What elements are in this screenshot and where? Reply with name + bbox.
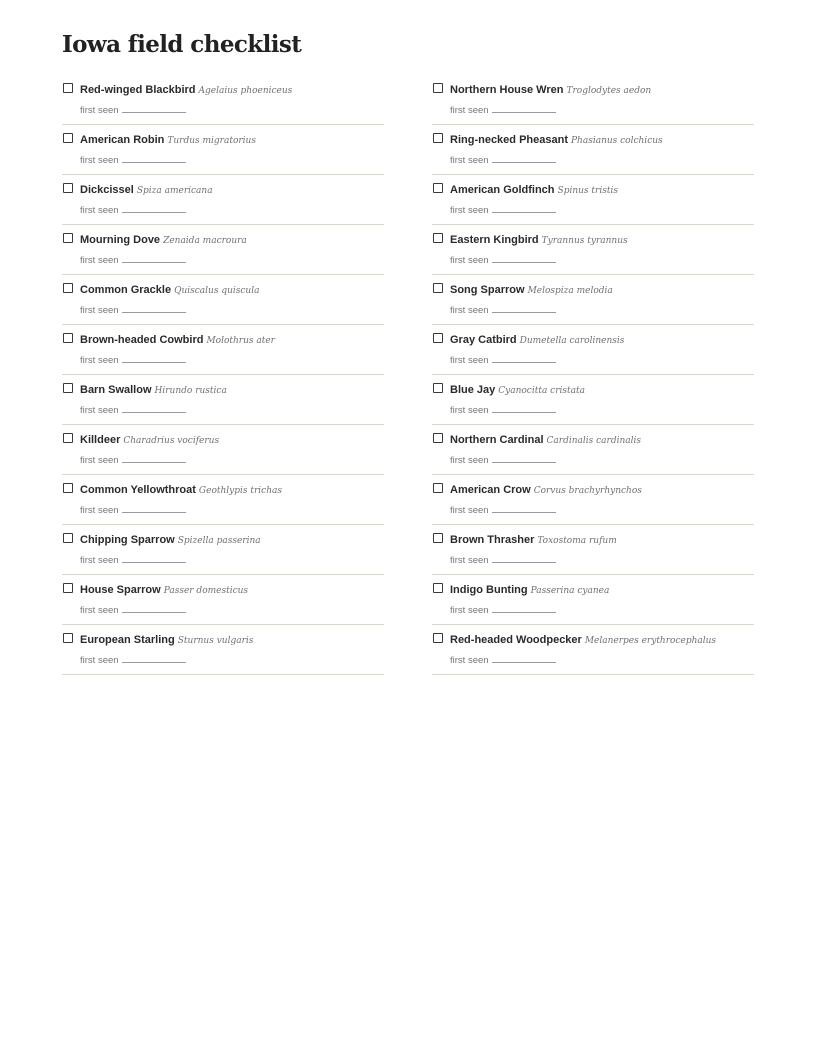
- first-seen-label: first seen: [80, 655, 119, 666]
- common-name: Chipping Sparrow: [80, 534, 175, 546]
- species-name: [80, 332, 275, 348]
- first-seen-row: [450, 654, 556, 667]
- species-name: [450, 282, 613, 298]
- first-seen-row: [450, 354, 556, 367]
- checklist-item: [62, 525, 384, 575]
- species-name: [80, 82, 292, 98]
- first-seen-row: [80, 404, 186, 417]
- scientific-name: Geothlypis trichas: [198, 486, 282, 496]
- common-name: Red-winged Blackbird: [80, 84, 196, 96]
- common-name: Dickcissel: [80, 184, 134, 196]
- checklist-item: [62, 625, 384, 675]
- species-name: [80, 132, 256, 148]
- checkbox[interactable]: [63, 533, 73, 543]
- species-name: [80, 432, 219, 448]
- common-name: Northern House Wren: [450, 84, 564, 96]
- first-seen-label: first seen: [80, 555, 119, 566]
- checklist-item: [62, 175, 384, 225]
- first-seen-blank[interactable]: [492, 454, 556, 463]
- common-name: Barn Swallow: [80, 384, 152, 396]
- first-seen-label: first seen: [80, 455, 119, 466]
- scientific-name: Spiza americana: [136, 186, 213, 196]
- first-seen-row: [80, 254, 186, 267]
- species-name: [450, 432, 641, 448]
- checklist-item: [432, 75, 754, 125]
- species-name: [450, 332, 624, 348]
- first-seen-blank[interactable]: [122, 654, 186, 663]
- checklist-item: [62, 475, 384, 525]
- species-name: [80, 532, 261, 548]
- species-name: [450, 632, 716, 648]
- species-name: [80, 632, 253, 648]
- checkbox[interactable]: [433, 333, 443, 343]
- common-name: Song Sparrow: [450, 284, 525, 296]
- first-seen-blank[interactable]: [492, 254, 556, 263]
- common-name: American Robin: [80, 134, 165, 146]
- scientific-name: Sturnus vulgaris: [177, 636, 254, 646]
- common-name: Northern Cardinal: [450, 434, 544, 446]
- first-seen-label: first seen: [80, 355, 119, 366]
- first-seen-row: [450, 504, 556, 517]
- first-seen-label: first seen: [80, 105, 119, 116]
- common-name: American Goldfinch: [450, 184, 555, 196]
- species-name: [450, 382, 585, 398]
- common-name: Mourning Dove: [80, 234, 161, 246]
- first-seen-blank[interactable]: [122, 404, 186, 413]
- species-name: [450, 182, 618, 198]
- checkbox[interactable]: [63, 633, 73, 643]
- first-seen-row: [80, 304, 186, 317]
- scientific-name: Agelaius phoeniceus: [198, 86, 293, 96]
- checkbox[interactable]: [63, 133, 73, 143]
- common-name: Gray Catbird: [450, 334, 517, 346]
- first-seen-blank[interactable]: [492, 154, 556, 163]
- common-name: Brown Thrasher: [450, 534, 535, 546]
- checkbox[interactable]: [433, 383, 443, 393]
- first-seen-row: [450, 554, 556, 567]
- first-seen-label: first seen: [80, 505, 119, 516]
- common-name: House Sparrow: [80, 584, 161, 596]
- first-seen-row: [80, 104, 186, 117]
- checkbox[interactable]: [433, 83, 443, 93]
- checklist-item: [62, 75, 384, 125]
- checklist-item: [62, 225, 384, 275]
- first-seen-row: [450, 304, 556, 317]
- checkbox[interactable]: [63, 583, 73, 593]
- first-seen-row: [450, 104, 556, 117]
- first-seen-row: [80, 154, 186, 167]
- checklist-item: [432, 125, 754, 175]
- first-seen-blank[interactable]: [492, 104, 556, 113]
- checkbox[interactable]: [433, 483, 443, 493]
- checklist-column-left: [62, 75, 384, 675]
- first-seen-label: first seen: [450, 655, 489, 666]
- first-seen-blank[interactable]: [122, 104, 186, 113]
- scientific-name: Tyrannus tyrannus: [541, 236, 628, 246]
- first-seen-row: [80, 354, 186, 367]
- species-name: [450, 532, 617, 548]
- scientific-name: Molothrus ater: [206, 336, 275, 346]
- checkbox[interactable]: [433, 533, 443, 543]
- page-title: Iowa field checklist: [62, 31, 302, 58]
- common-name: Killdeer: [80, 434, 121, 446]
- scientific-name: Troglodytes aedon: [566, 86, 652, 96]
- first-seen-label: first seen: [450, 555, 489, 566]
- first-seen-row: [450, 254, 556, 267]
- first-seen-blank[interactable]: [122, 554, 186, 563]
- common-name: Common Yellowthroat: [80, 484, 196, 496]
- common-name: Red-headed Woodpecker: [450, 634, 582, 646]
- first-seen-label: first seen: [450, 155, 489, 166]
- checkbox[interactable]: [63, 433, 73, 443]
- species-name: [450, 582, 609, 598]
- common-name: Ring-necked Pheasant: [450, 134, 568, 146]
- checkbox[interactable]: [63, 483, 73, 493]
- first-seen-blank[interactable]: [122, 154, 186, 163]
- common-name: Indigo Bunting: [450, 584, 528, 596]
- first-seen-blank[interactable]: [492, 654, 556, 663]
- first-seen-blank[interactable]: [122, 254, 186, 263]
- checklist-item: [432, 375, 754, 425]
- scientific-name: Hirundo rustica: [154, 386, 227, 396]
- first-seen-blank[interactable]: [122, 454, 186, 463]
- first-seen-blank[interactable]: [122, 354, 186, 363]
- checklist-item: [432, 325, 754, 375]
- first-seen-row: [80, 604, 186, 617]
- first-seen-label: first seen: [450, 305, 489, 316]
- first-seen-blank[interactable]: [492, 404, 556, 413]
- common-name: European Starling: [80, 634, 175, 646]
- species-name: [450, 82, 651, 98]
- first-seen-row: [80, 654, 186, 667]
- species-name: [80, 282, 259, 298]
- common-name: American Crow: [450, 484, 531, 496]
- scientific-name: Cardinalis cardinalis: [546, 436, 641, 446]
- species-name: [80, 182, 213, 198]
- first-seen-blank[interactable]: [492, 504, 556, 513]
- scientific-name: Corvus brachyrhynchos: [533, 486, 642, 496]
- checklist-item: [62, 375, 384, 425]
- scientific-name: Melospiza melodia: [527, 286, 613, 296]
- species-name: [80, 582, 248, 598]
- scientific-name: Dumetella carolinensis: [519, 336, 625, 346]
- checklist-item: [432, 525, 754, 575]
- scientific-name: Quiscalus quiscula: [174, 286, 260, 296]
- checklist-column-right: [432, 75, 754, 675]
- common-name: Blue Jay: [450, 384, 496, 396]
- scientific-name: Charadrius vociferus: [123, 436, 220, 446]
- checklist-item: [62, 575, 384, 625]
- first-seen-blank[interactable]: [492, 354, 556, 363]
- checklist-item: [62, 125, 384, 175]
- checkbox[interactable]: [433, 183, 443, 193]
- species-name: [80, 482, 282, 498]
- first-seen-row: [80, 504, 186, 517]
- checkbox[interactable]: [63, 83, 73, 93]
- first-seen-label: first seen: [450, 105, 489, 116]
- scientific-name: Phasianus colchicus: [570, 136, 663, 146]
- species-name: [80, 232, 247, 248]
- first-seen-label: first seen: [450, 405, 489, 416]
- species-name: [450, 482, 642, 498]
- first-seen-label: first seen: [450, 505, 489, 516]
- scientific-name: Spinus tristis: [557, 186, 618, 196]
- scientific-name: Spizella passerina: [177, 536, 261, 546]
- first-seen-label: first seen: [450, 605, 489, 616]
- first-seen-label: first seen: [450, 355, 489, 366]
- first-seen-label: first seen: [80, 405, 119, 416]
- first-seen-blank[interactable]: [492, 204, 556, 213]
- first-seen-label: first seen: [80, 255, 119, 266]
- first-seen-row: [450, 404, 556, 417]
- first-seen-row: [450, 204, 556, 217]
- species-name: [450, 132, 663, 148]
- common-name: Common Grackle: [80, 284, 172, 296]
- checkbox[interactable]: [433, 433, 443, 443]
- checklist-item: [62, 425, 384, 475]
- checklist-item: [432, 425, 754, 475]
- checkbox[interactable]: [63, 183, 73, 193]
- species-name: [450, 232, 628, 248]
- checkbox[interactable]: [63, 233, 73, 243]
- first-seen-blank[interactable]: [122, 204, 186, 213]
- scientific-name: Passer domesticus: [163, 586, 249, 596]
- checkbox[interactable]: [63, 383, 73, 393]
- first-seen-label: first seen: [450, 205, 489, 216]
- checklist-item: [432, 175, 754, 225]
- checklist-item: [432, 625, 754, 675]
- first-seen-row: [80, 554, 186, 567]
- checklist-item: [62, 325, 384, 375]
- checkbox[interactable]: [433, 583, 443, 593]
- first-seen-row: [80, 204, 186, 217]
- checklist-item: [62, 275, 384, 325]
- first-seen-blank[interactable]: [492, 604, 556, 613]
- first-seen-label: first seen: [80, 155, 119, 166]
- first-seen-blank[interactable]: [492, 554, 556, 563]
- scientific-name: Zenaida macroura: [163, 236, 247, 246]
- scientific-name: Passerina cyanea: [530, 586, 610, 596]
- first-seen-label: first seen: [80, 305, 119, 316]
- checklist-item: [432, 275, 754, 325]
- checklist-item: [432, 225, 754, 275]
- checkbox[interactable]: [63, 333, 73, 343]
- checkbox[interactable]: [433, 283, 443, 293]
- first-seen-row: [450, 454, 556, 467]
- scientific-name: Melanerpes erythrocephalus: [584, 636, 717, 646]
- first-seen-label: first seen: [80, 205, 119, 216]
- first-seen-blank[interactable]: [122, 304, 186, 313]
- checkbox[interactable]: [433, 633, 443, 643]
- checkbox[interactable]: [433, 133, 443, 143]
- common-name: Brown-headed Cowbird: [80, 334, 204, 346]
- first-seen-row: [80, 454, 186, 467]
- checklist-item: [432, 575, 754, 625]
- checkbox[interactable]: [63, 283, 73, 293]
- checklist-item: [432, 475, 754, 525]
- checkbox[interactable]: [433, 233, 443, 243]
- species-name: [80, 382, 227, 398]
- first-seen-blank[interactable]: [492, 304, 556, 313]
- first-seen-row: [450, 604, 556, 617]
- scientific-name: Cyanocitta cristata: [498, 386, 585, 396]
- first-seen-label: first seen: [450, 455, 489, 466]
- first-seen-blank[interactable]: [122, 504, 186, 513]
- first-seen-row: [450, 154, 556, 167]
- scientific-name: Turdus migratorius: [167, 136, 256, 146]
- first-seen-label: first seen: [80, 605, 119, 616]
- common-name: Eastern Kingbird: [450, 234, 539, 246]
- first-seen-label: first seen: [450, 255, 489, 266]
- scientific-name: Toxostoma rufum: [537, 536, 617, 546]
- first-seen-blank[interactable]: [122, 604, 186, 613]
